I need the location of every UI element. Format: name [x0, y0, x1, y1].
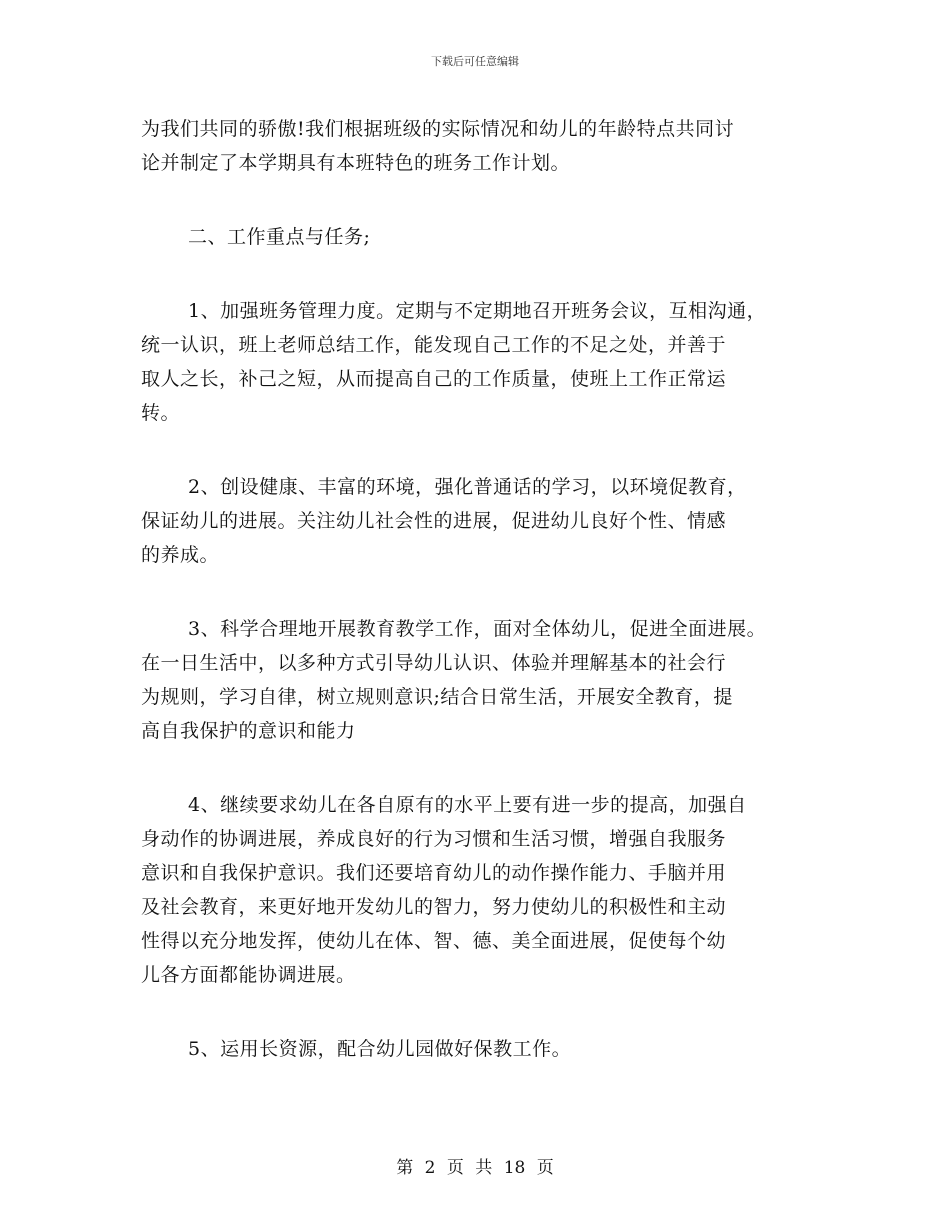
- paragraph-item-4: [141, 788, 821, 992]
- text-line: 3、科学合理地开展教育教学工作，面对全体幼儿，促进全面进展。: [188, 618, 767, 640]
- section-heading: [141, 220, 821, 254]
- text-line: 2、创设健康、丰富的环境，强化普通话的学习，以环境促教育，: [188, 476, 747, 498]
- text-line: 取人之长，补己之短，从而提高自己的工作质量，使班上工作正常运: [141, 368, 727, 390]
- text-line: 论并制定了本学期具有本班特色的班务工作计划。: [141, 152, 571, 174]
- text-line: 保证幼儿的进展。关注幼儿社会性的进展，促进幼儿良好个性、情感: [141, 510, 727, 532]
- text-line: 统一认识，班上老师总结工作，能发现自己工作的不足之处，并善于: [141, 334, 727, 356]
- paragraph-item-5: [141, 1032, 821, 1066]
- text-line: 及社会教育，来更好地开发幼儿的智力，努力使幼儿的积极性和主动: [141, 896, 727, 918]
- text-line: 身动作的协调进展，养成良好的行为习惯和生活习惯，增强自我服务: [141, 828, 727, 850]
- paragraph-item-2: [141, 470, 821, 572]
- text-line: 二、工作重点与任务;: [188, 226, 371, 248]
- document-body: [141, 112, 821, 1066]
- text-line: 转。: [141, 402, 181, 424]
- text-line: 5、运用长资源，配合幼儿园做好保教工作。: [188, 1038, 572, 1060]
- text-line: 4、继续要求幼儿在各自原有的水平上要有进一步的提高，加强自: [188, 794, 747, 816]
- text-line: 在一日生活中，以多种方式引导幼儿认识、体验并理解基本的社会行: [141, 652, 727, 674]
- text-line: 儿各方面都能协调进展。: [141, 964, 356, 986]
- text-line: 高自我保护的意识和能力: [141, 720, 356, 742]
- paragraph-item-1: [141, 294, 821, 430]
- page-header: 下载后可任意编辑: [431, 55, 519, 68]
- page-footer: 第 2 页 共 18 页: [396, 1158, 554, 1178]
- text-line: 为规则，学习自律，树立规则意识;结合日常生活，开展安全教育，提: [141, 686, 733, 708]
- text-line: 的养成。: [141, 544, 220, 566]
- text-line: 意识和自我保护意识。我们还要培育幼儿的动作操作能力、手脑并用: [141, 862, 727, 884]
- text-line: 性得以充分地发挥，使幼儿在体、智、德、美全面进展，促使每个幼: [141, 930, 727, 952]
- paragraph-item-3: [141, 612, 821, 748]
- text-line: 为我们共同的骄傲!我们根据班级的实际情况和幼儿的年龄特点共同讨: [141, 118, 735, 140]
- paragraph-continuation: [141, 112, 821, 180]
- text-line: 1、加强班务管理力度。定期与不定期地召开班务会议，互相沟通，: [188, 300, 767, 322]
